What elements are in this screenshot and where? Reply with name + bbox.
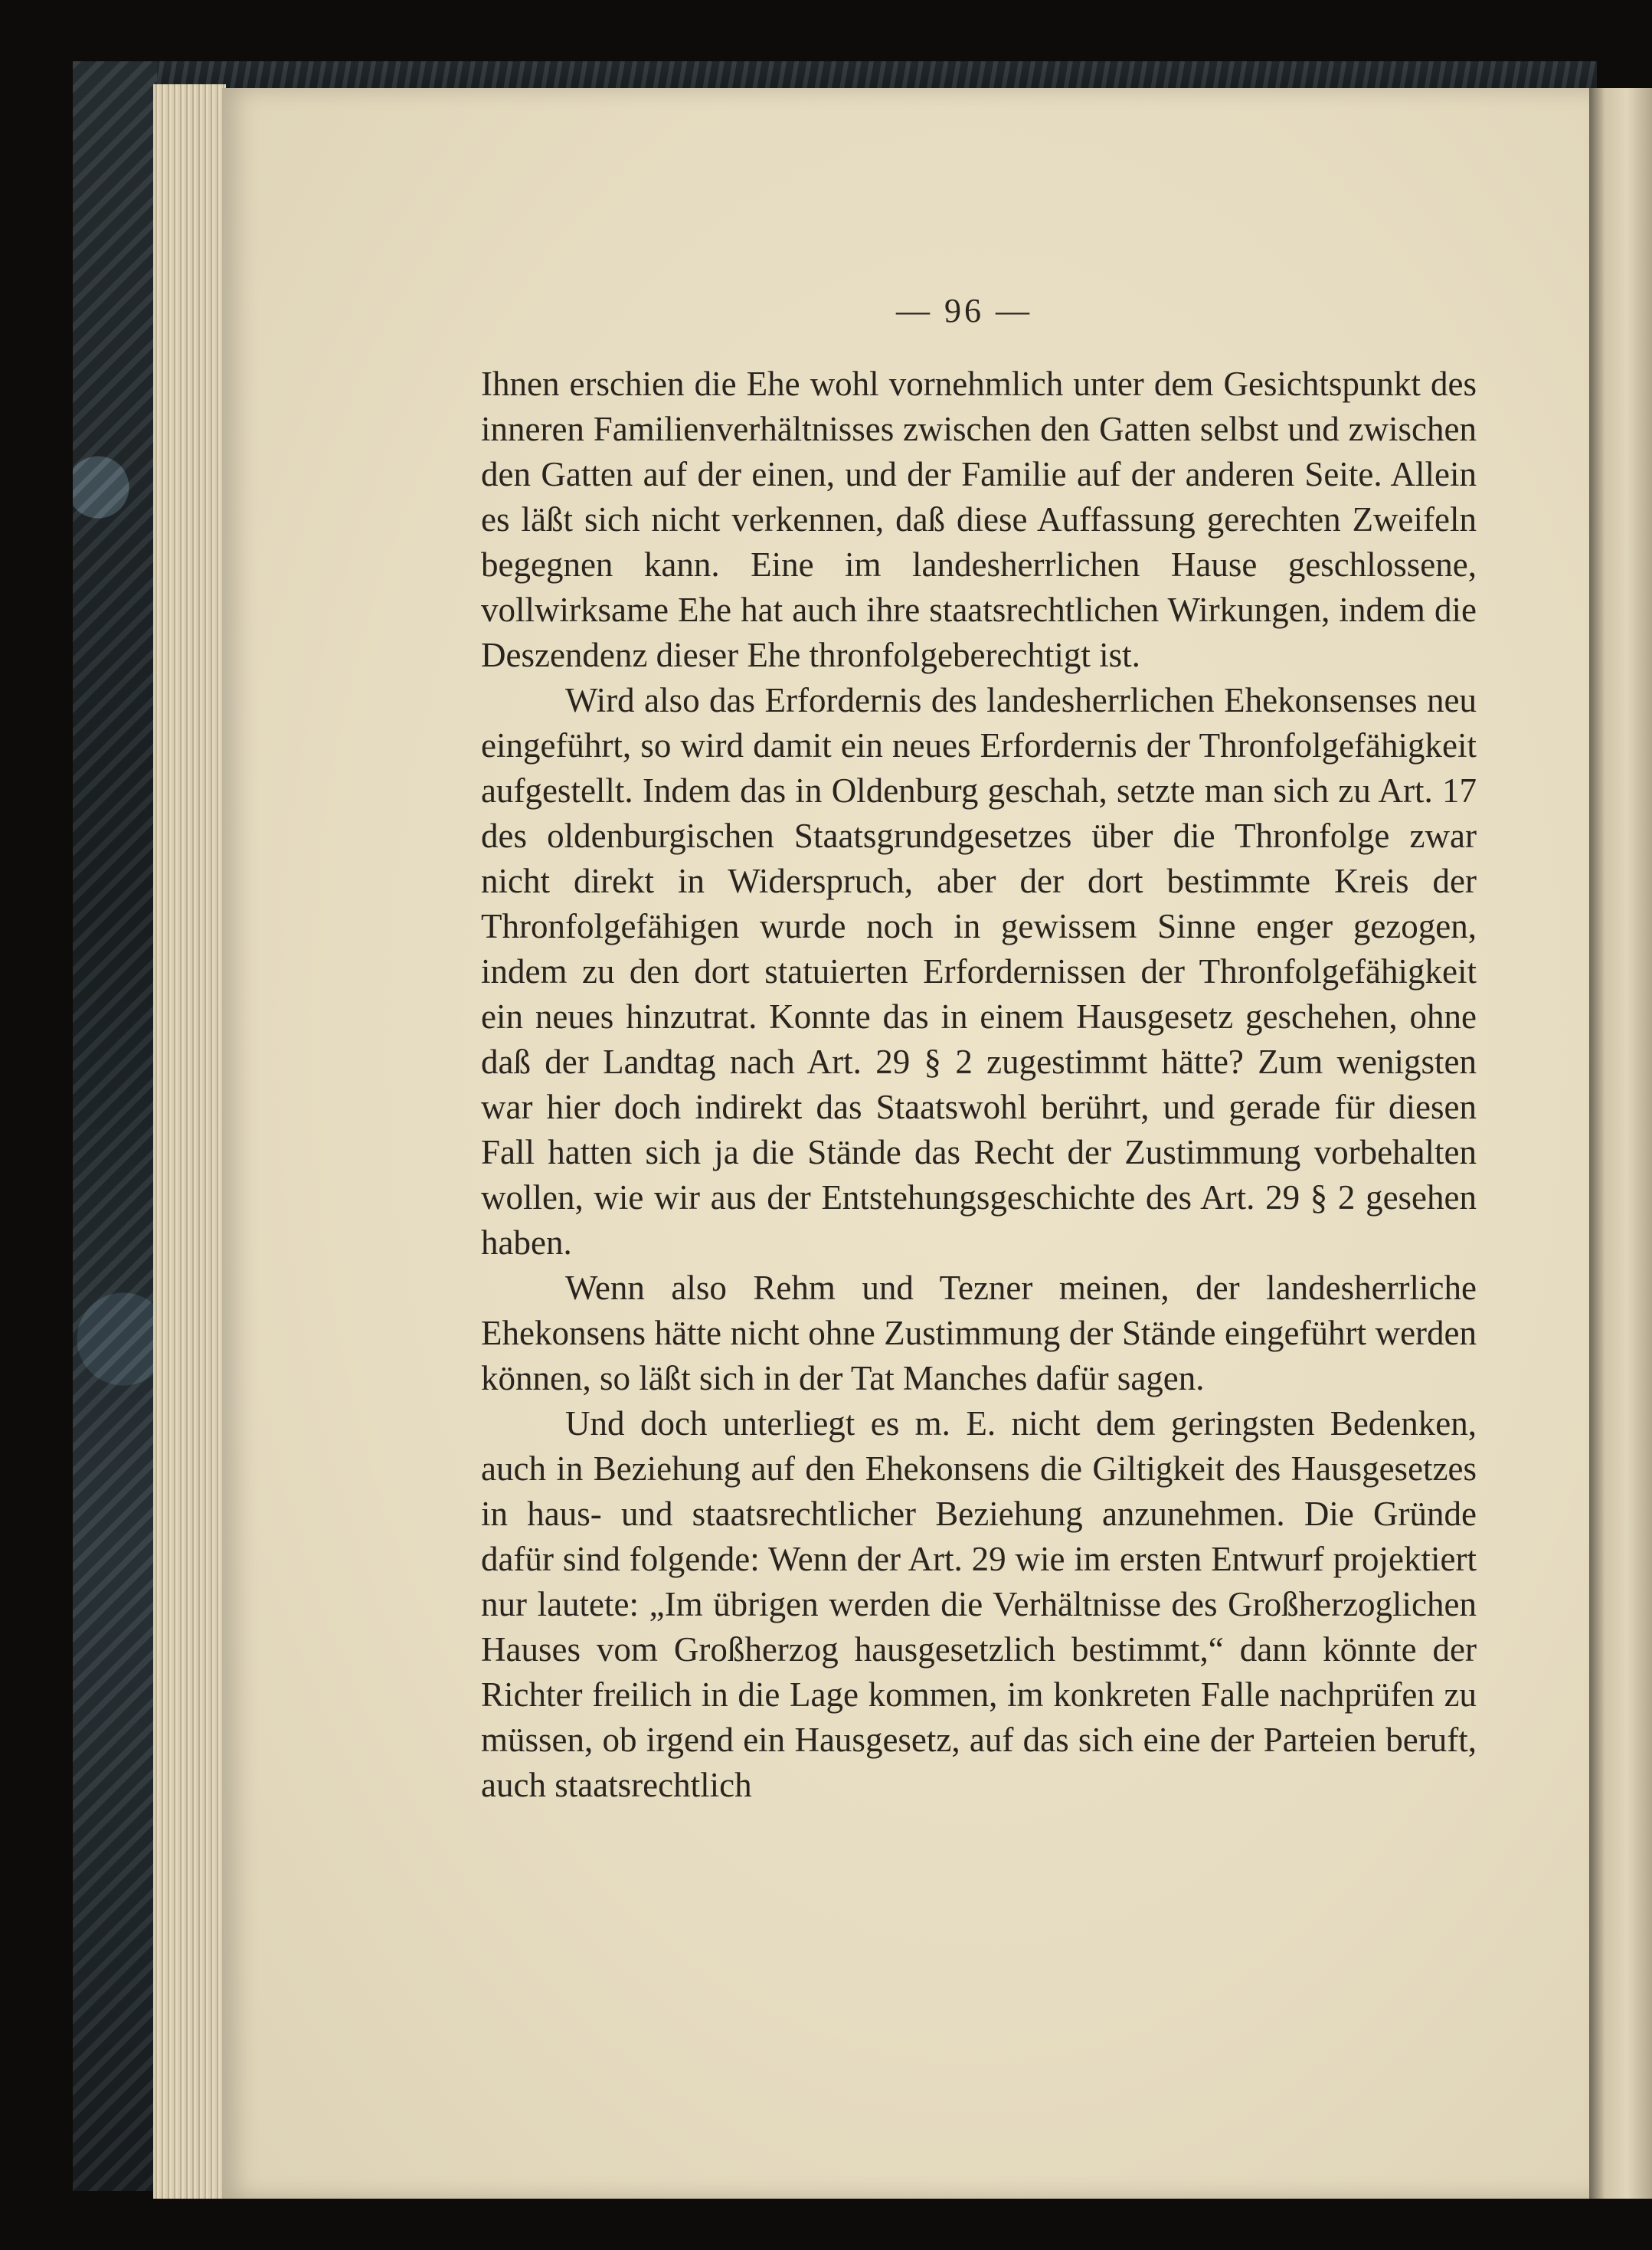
book-cover-marbled	[73, 61, 157, 2191]
body-text	[481, 362, 1477, 1808]
paragraph: Und doch unterliegt es m. E. nicht dem geringsten Bedenken, auch in Beziehung auf den Ehekonsens die Giltigkeit des Hausgesetzes in haus- und staatsrechtlicher Beziehung anzunehmen. Die Gründe dafür sind folgende: Wenn der Art. 29 wie im ersten Entwurf projektiert nur lautete: „Im übrigen werden die Verhältnisse des Großherzoglichen Hauses vom Großherzog hausgesetzlich bestimmt,“ dann könnte der Richter freilich in die Lage kommen, im konkreten Falle nachprüfen zu müssen, ob irgend ein Hausgesetz, auf das sich eine der Parteien beruft, auch staatsrechtlich	[481, 1404, 1477, 1804]
book-gutter	[1589, 88, 1652, 2199]
page-edges	[153, 84, 226, 2199]
paragraph: Wird also das Erfordernis des landesherrlichen Ehekonsenses neu eingeführt, so wird damit ein neues Erfordernis der Thronfolgefähigkeit aufgestellt. Indem das in Oldenburg geschah, setzte man sich zu Art. 17 des oldenburgischen Staatsgrundgesetzes über die Thronfolge zwar nicht direkt in Widerspruch, aber der dort bestimmte Kreis der Thronfolgefähigen wurde noch in gewissem Sinne enger gezogen, indem zu den dort statuierten Erfordernissen der Thronfolgefähigkeit ein neues hinzutrat. Konnte das in einem Hausgesetz geschehen, ohne daß der Landtag nach Art. 29 § 2 zugestimmt hätte? Zum wenigsten war hier doch indirekt das Staatswohl berührt, und gerade für diesen Fall hatten sich ja die Stände das Recht der Zustimmung vorbehalten wollen, wie wir aus der Entstehungsgeschichte des Art. 29 § 2 gesehen haben.	[481, 681, 1477, 1262]
page-number: — 96 —	[896, 292, 1032, 329]
paragraph: Ihnen erschien die Ehe wohl vornehmlich unter dem Gesichtspunkt des inneren Familienverhältnisses zwischen den Gatten selbst und zwischen den Gatten auf der einen, und der Familie auf der anderen Seite. Allein es läßt sich nicht verkennen, daß diese Auffassung gerechten Zweifeln begegnen kann. Eine im landesherrlichen Hause geschlossene, vollwirksame Ehe hat auch ihre staatsrechtlichen Wirkungen, indem die Deszendenz dieser Ehe thronfolgeberechtigt ist.	[481, 365, 1477, 674]
paragraph: Wenn also Rehm und Tezner meinen, der landesherrliche Ehekonsens hätte nicht ohne Zustimmung der Stände eingeführt werden können, so läßt sich in der Tat Manches dafür sagen.	[481, 1269, 1477, 1397]
